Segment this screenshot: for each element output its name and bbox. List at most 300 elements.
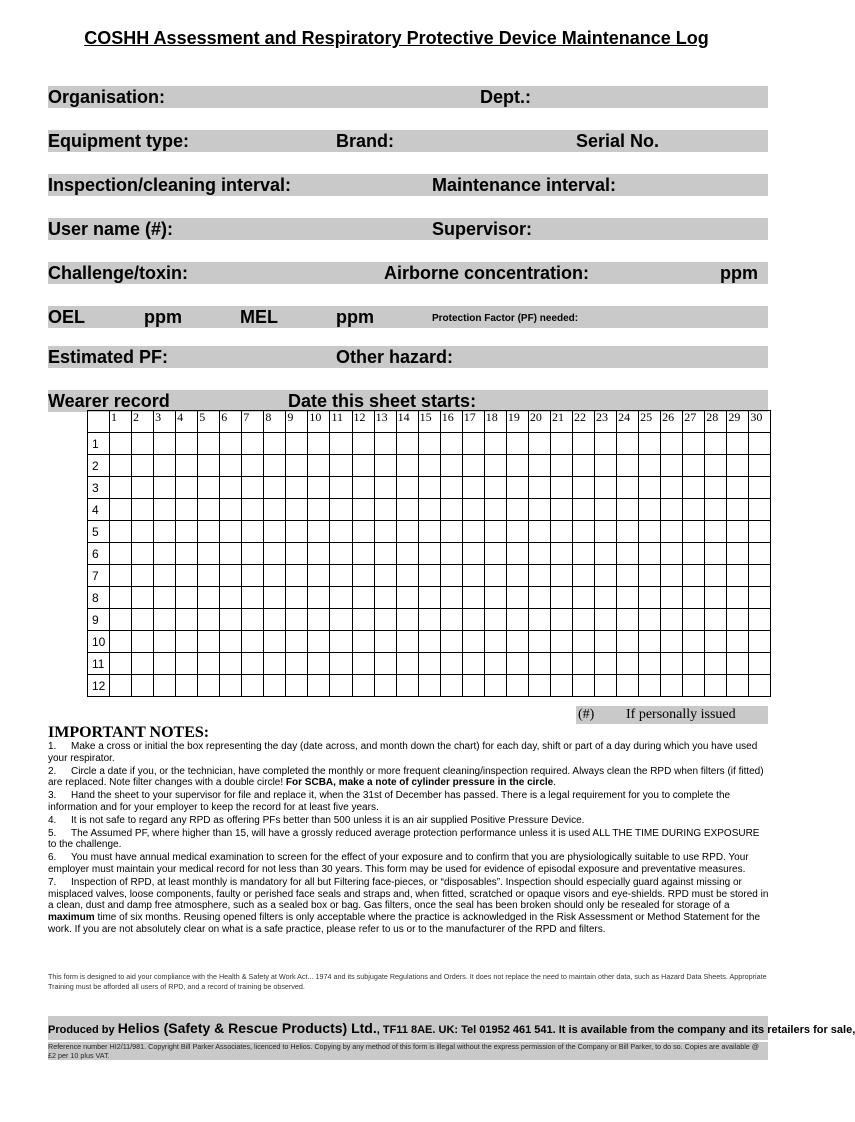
day-cell[interactable] bbox=[749, 653, 771, 675]
day-cell[interactable] bbox=[110, 587, 132, 609]
day-cell[interactable] bbox=[506, 499, 528, 521]
day-cell[interactable] bbox=[617, 521, 639, 543]
day-cell[interactable] bbox=[550, 565, 572, 587]
day-cell[interactable] bbox=[154, 675, 176, 697]
day-cell[interactable] bbox=[727, 631, 749, 653]
day-cell[interactable] bbox=[374, 675, 396, 697]
day-cell[interactable] bbox=[595, 609, 617, 631]
day-cell[interactable] bbox=[330, 565, 352, 587]
day-cell[interactable] bbox=[110, 543, 132, 565]
day-cell[interactable] bbox=[110, 433, 132, 455]
day-cell[interactable] bbox=[617, 631, 639, 653]
day-cell[interactable] bbox=[617, 499, 639, 521]
day-cell[interactable] bbox=[330, 631, 352, 653]
day-cell[interactable] bbox=[198, 543, 220, 565]
day-cell[interactable] bbox=[749, 521, 771, 543]
day-cell[interactable] bbox=[330, 521, 352, 543]
day-cell[interactable] bbox=[352, 565, 374, 587]
day-cell[interactable] bbox=[595, 455, 617, 477]
day-cell[interactable] bbox=[727, 653, 749, 675]
day-cell[interactable] bbox=[220, 499, 242, 521]
day-cell[interactable] bbox=[705, 653, 727, 675]
day-cell[interactable] bbox=[418, 587, 440, 609]
day-cell[interactable] bbox=[506, 587, 528, 609]
day-cell[interactable] bbox=[418, 433, 440, 455]
day-cell[interactable] bbox=[572, 587, 594, 609]
day-cell[interactable] bbox=[528, 477, 550, 499]
day-cell[interactable] bbox=[242, 653, 264, 675]
day-cell[interactable] bbox=[374, 455, 396, 477]
day-cell[interactable] bbox=[374, 587, 396, 609]
day-cell[interactable] bbox=[264, 543, 286, 565]
day-cell[interactable] bbox=[572, 631, 594, 653]
day-cell[interactable] bbox=[110, 653, 132, 675]
day-cell[interactable] bbox=[132, 675, 154, 697]
day-cell[interactable] bbox=[286, 433, 308, 455]
day-cell[interactable] bbox=[727, 565, 749, 587]
day-cell[interactable] bbox=[198, 477, 220, 499]
day-cell[interactable] bbox=[352, 675, 374, 697]
day-cell[interactable] bbox=[705, 433, 727, 455]
day-cell[interactable] bbox=[727, 433, 749, 455]
day-cell[interactable] bbox=[462, 653, 484, 675]
day-cell[interactable] bbox=[330, 433, 352, 455]
day-cell[interactable] bbox=[264, 477, 286, 499]
day-cell[interactable] bbox=[462, 477, 484, 499]
day-cell[interactable] bbox=[154, 455, 176, 477]
day-cell[interactable] bbox=[264, 499, 286, 521]
day-cell[interactable] bbox=[440, 675, 462, 697]
day-cell[interactable] bbox=[462, 455, 484, 477]
day-cell[interactable] bbox=[286, 521, 308, 543]
day-cell[interactable] bbox=[705, 521, 727, 543]
day-cell[interactable] bbox=[683, 543, 705, 565]
day-cell[interactable] bbox=[198, 433, 220, 455]
day-cell[interactable] bbox=[506, 521, 528, 543]
day-cell[interactable] bbox=[484, 653, 506, 675]
day-cell[interactable] bbox=[132, 631, 154, 653]
day-cell[interactable] bbox=[705, 565, 727, 587]
day-cell[interactable] bbox=[595, 565, 617, 587]
day-cell[interactable] bbox=[176, 521, 198, 543]
day-cell[interactable] bbox=[506, 455, 528, 477]
day-cell[interactable] bbox=[683, 521, 705, 543]
day-cell[interactable] bbox=[154, 499, 176, 521]
day-cell[interactable] bbox=[484, 477, 506, 499]
day-cell[interactable] bbox=[264, 587, 286, 609]
day-cell[interactable] bbox=[506, 543, 528, 565]
day-cell[interactable] bbox=[308, 477, 330, 499]
day-cell[interactable] bbox=[198, 499, 220, 521]
day-cell[interactable] bbox=[462, 499, 484, 521]
day-cell[interactable] bbox=[705, 587, 727, 609]
day-cell[interactable] bbox=[727, 609, 749, 631]
day-cell[interactable] bbox=[462, 565, 484, 587]
day-cell[interactable] bbox=[352, 631, 374, 653]
day-cell[interactable] bbox=[110, 455, 132, 477]
day-cell[interactable] bbox=[330, 455, 352, 477]
day-cell[interactable] bbox=[595, 433, 617, 455]
day-cell[interactable] bbox=[198, 455, 220, 477]
day-cell[interactable] bbox=[308, 521, 330, 543]
day-cell[interactable] bbox=[440, 631, 462, 653]
day-cell[interactable] bbox=[242, 543, 264, 565]
day-cell[interactable] bbox=[330, 653, 352, 675]
day-cell[interactable] bbox=[572, 455, 594, 477]
day-cell[interactable] bbox=[705, 631, 727, 653]
day-cell[interactable] bbox=[374, 653, 396, 675]
day-cell[interactable] bbox=[374, 543, 396, 565]
day-cell[interactable] bbox=[374, 609, 396, 631]
day-cell[interactable] bbox=[308, 499, 330, 521]
day-cell[interactable] bbox=[617, 543, 639, 565]
day-cell[interactable] bbox=[683, 499, 705, 521]
day-cell[interactable] bbox=[308, 675, 330, 697]
day-cell[interactable] bbox=[308, 455, 330, 477]
day-cell[interactable] bbox=[374, 477, 396, 499]
day-cell[interactable] bbox=[242, 477, 264, 499]
day-cell[interactable] bbox=[264, 521, 286, 543]
day-cell[interactable] bbox=[550, 521, 572, 543]
day-cell[interactable] bbox=[528, 675, 550, 697]
day-cell[interactable] bbox=[396, 653, 418, 675]
day-cell[interactable] bbox=[132, 433, 154, 455]
day-cell[interactable] bbox=[352, 433, 374, 455]
day-cell[interactable] bbox=[352, 455, 374, 477]
day-cell[interactable] bbox=[727, 499, 749, 521]
day-cell[interactable] bbox=[550, 499, 572, 521]
day-cell[interactable] bbox=[462, 521, 484, 543]
day-cell[interactable] bbox=[749, 675, 771, 697]
day-cell[interactable] bbox=[286, 587, 308, 609]
day-cell[interactable] bbox=[132, 477, 154, 499]
day-cell[interactable] bbox=[132, 565, 154, 587]
day-cell[interactable] bbox=[595, 675, 617, 697]
day-cell[interactable] bbox=[220, 609, 242, 631]
day-cell[interactable] bbox=[154, 653, 176, 675]
day-cell[interactable] bbox=[374, 565, 396, 587]
day-cell[interactable] bbox=[176, 565, 198, 587]
day-cell[interactable] bbox=[661, 521, 683, 543]
day-cell[interactable] bbox=[440, 565, 462, 587]
day-cell[interactable] bbox=[440, 609, 462, 631]
day-cell[interactable] bbox=[198, 609, 220, 631]
day-cell[interactable] bbox=[639, 521, 661, 543]
day-cell[interactable] bbox=[110, 609, 132, 631]
day-cell[interactable] bbox=[110, 477, 132, 499]
day-cell[interactable] bbox=[484, 455, 506, 477]
day-cell[interactable] bbox=[462, 433, 484, 455]
day-cell[interactable] bbox=[198, 521, 220, 543]
day-cell[interactable] bbox=[220, 455, 242, 477]
day-cell[interactable] bbox=[595, 521, 617, 543]
day-cell[interactable] bbox=[264, 653, 286, 675]
day-cell[interactable] bbox=[462, 631, 484, 653]
day-cell[interactable] bbox=[440, 499, 462, 521]
day-cell[interactable] bbox=[705, 675, 727, 697]
day-cell[interactable] bbox=[220, 543, 242, 565]
day-cell[interactable] bbox=[330, 675, 352, 697]
day-cell[interactable] bbox=[110, 631, 132, 653]
day-cell[interactable] bbox=[352, 653, 374, 675]
day-cell[interactable] bbox=[264, 675, 286, 697]
day-cell[interactable] bbox=[484, 631, 506, 653]
day-cell[interactable] bbox=[639, 565, 661, 587]
day-cell[interactable] bbox=[528, 587, 550, 609]
day-cell[interactable] bbox=[683, 565, 705, 587]
day-cell[interactable] bbox=[154, 587, 176, 609]
day-cell[interactable] bbox=[595, 653, 617, 675]
day-cell[interactable] bbox=[154, 477, 176, 499]
day-cell[interactable] bbox=[308, 543, 330, 565]
day-cell[interactable] bbox=[506, 477, 528, 499]
day-cell[interactable] bbox=[705, 499, 727, 521]
day-cell[interactable] bbox=[352, 587, 374, 609]
day-cell[interactable] bbox=[154, 543, 176, 565]
day-cell[interactable] bbox=[705, 455, 727, 477]
day-cell[interactable] bbox=[352, 521, 374, 543]
day-cell[interactable] bbox=[749, 455, 771, 477]
day-cell[interactable] bbox=[220, 477, 242, 499]
day-cell[interactable] bbox=[661, 565, 683, 587]
day-cell[interactable] bbox=[550, 477, 572, 499]
day-cell[interactable] bbox=[396, 521, 418, 543]
day-cell[interactable] bbox=[661, 499, 683, 521]
day-cell[interactable] bbox=[198, 675, 220, 697]
day-cell[interactable] bbox=[484, 565, 506, 587]
day-cell[interactable] bbox=[617, 565, 639, 587]
day-cell[interactable] bbox=[176, 631, 198, 653]
day-cell[interactable] bbox=[528, 521, 550, 543]
day-cell[interactable] bbox=[374, 433, 396, 455]
day-cell[interactable] bbox=[418, 455, 440, 477]
day-cell[interactable] bbox=[308, 587, 330, 609]
day-cell[interactable] bbox=[110, 521, 132, 543]
day-cell[interactable] bbox=[330, 499, 352, 521]
day-cell[interactable] bbox=[705, 543, 727, 565]
day-cell[interactable] bbox=[132, 609, 154, 631]
day-cell[interactable] bbox=[617, 455, 639, 477]
day-cell[interactable] bbox=[528, 609, 550, 631]
day-cell[interactable] bbox=[683, 609, 705, 631]
day-cell[interactable] bbox=[727, 543, 749, 565]
day-cell[interactable] bbox=[639, 433, 661, 455]
day-cell[interactable] bbox=[286, 609, 308, 631]
day-cell[interactable] bbox=[396, 433, 418, 455]
day-cell[interactable] bbox=[749, 609, 771, 631]
day-cell[interactable] bbox=[308, 609, 330, 631]
day-cell[interactable] bbox=[264, 565, 286, 587]
day-cell[interactable] bbox=[396, 565, 418, 587]
day-cell[interactable] bbox=[440, 543, 462, 565]
day-cell[interactable] bbox=[595, 631, 617, 653]
day-cell[interactable] bbox=[220, 675, 242, 697]
day-cell[interactable] bbox=[176, 455, 198, 477]
day-cell[interactable] bbox=[396, 499, 418, 521]
day-cell[interactable] bbox=[176, 543, 198, 565]
day-cell[interactable] bbox=[528, 499, 550, 521]
day-cell[interactable] bbox=[528, 543, 550, 565]
day-cell[interactable] bbox=[727, 587, 749, 609]
day-cell[interactable] bbox=[308, 653, 330, 675]
day-cell[interactable] bbox=[308, 433, 330, 455]
day-cell[interactable] bbox=[286, 653, 308, 675]
day-cell[interactable] bbox=[242, 565, 264, 587]
day-cell[interactable] bbox=[550, 543, 572, 565]
day-cell[interactable] bbox=[661, 675, 683, 697]
day-cell[interactable] bbox=[286, 543, 308, 565]
day-cell[interactable] bbox=[617, 477, 639, 499]
day-cell[interactable] bbox=[264, 609, 286, 631]
day-cell[interactable] bbox=[683, 477, 705, 499]
day-cell[interactable] bbox=[330, 477, 352, 499]
day-cell[interactable] bbox=[484, 521, 506, 543]
day-cell[interactable] bbox=[661, 455, 683, 477]
day-cell[interactable] bbox=[617, 433, 639, 455]
day-cell[interactable] bbox=[242, 609, 264, 631]
day-cell[interactable] bbox=[705, 609, 727, 631]
day-cell[interactable] bbox=[749, 499, 771, 521]
day-cell[interactable] bbox=[352, 609, 374, 631]
day-cell[interactable] bbox=[727, 455, 749, 477]
day-cell[interactable] bbox=[132, 543, 154, 565]
day-cell[interactable] bbox=[286, 565, 308, 587]
day-cell[interactable] bbox=[352, 477, 374, 499]
day-cell[interactable] bbox=[198, 587, 220, 609]
day-cell[interactable] bbox=[176, 477, 198, 499]
day-cell[interactable] bbox=[639, 631, 661, 653]
day-cell[interactable] bbox=[220, 587, 242, 609]
day-cell[interactable] bbox=[572, 675, 594, 697]
day-cell[interactable] bbox=[550, 675, 572, 697]
day-cell[interactable] bbox=[462, 675, 484, 697]
day-cell[interactable] bbox=[440, 433, 462, 455]
day-cell[interactable] bbox=[110, 675, 132, 697]
day-cell[interactable] bbox=[683, 631, 705, 653]
day-cell[interactable] bbox=[220, 631, 242, 653]
day-cell[interactable] bbox=[484, 499, 506, 521]
day-cell[interactable] bbox=[595, 543, 617, 565]
day-cell[interactable] bbox=[572, 477, 594, 499]
day-cell[interactable] bbox=[661, 433, 683, 455]
day-cell[interactable] bbox=[528, 653, 550, 675]
day-cell[interactable] bbox=[683, 675, 705, 697]
day-cell[interactable] bbox=[572, 499, 594, 521]
day-cell[interactable] bbox=[132, 455, 154, 477]
day-cell[interactable] bbox=[242, 521, 264, 543]
day-cell[interactable] bbox=[595, 499, 617, 521]
day-cell[interactable] bbox=[639, 455, 661, 477]
day-cell[interactable] bbox=[683, 455, 705, 477]
day-cell[interactable] bbox=[639, 477, 661, 499]
day-cell[interactable] bbox=[198, 653, 220, 675]
day-cell[interactable] bbox=[484, 433, 506, 455]
day-cell[interactable] bbox=[242, 675, 264, 697]
day-cell[interactable] bbox=[396, 543, 418, 565]
day-cell[interactable] bbox=[418, 543, 440, 565]
day-cell[interactable] bbox=[749, 433, 771, 455]
day-cell[interactable] bbox=[484, 543, 506, 565]
day-cell[interactable] bbox=[550, 653, 572, 675]
day-cell[interactable] bbox=[617, 653, 639, 675]
day-cell[interactable] bbox=[506, 565, 528, 587]
day-cell[interactable] bbox=[440, 587, 462, 609]
day-cell[interactable] bbox=[176, 587, 198, 609]
day-cell[interactable] bbox=[418, 675, 440, 697]
day-cell[interactable] bbox=[484, 587, 506, 609]
day-cell[interactable] bbox=[264, 455, 286, 477]
day-cell[interactable] bbox=[550, 587, 572, 609]
day-cell[interactable] bbox=[308, 565, 330, 587]
day-cell[interactable] bbox=[176, 609, 198, 631]
day-cell[interactable] bbox=[242, 587, 264, 609]
day-cell[interactable] bbox=[242, 631, 264, 653]
day-cell[interactable] bbox=[639, 609, 661, 631]
day-cell[interactable] bbox=[528, 433, 550, 455]
day-cell[interactable] bbox=[528, 631, 550, 653]
day-cell[interactable] bbox=[550, 631, 572, 653]
day-cell[interactable] bbox=[220, 521, 242, 543]
day-cell[interactable] bbox=[396, 609, 418, 631]
day-cell[interactable] bbox=[528, 565, 550, 587]
day-cell[interactable] bbox=[308, 631, 330, 653]
day-cell[interactable] bbox=[418, 609, 440, 631]
day-cell[interactable] bbox=[572, 543, 594, 565]
day-cell[interactable] bbox=[220, 565, 242, 587]
day-cell[interactable] bbox=[198, 631, 220, 653]
day-cell[interactable] bbox=[242, 499, 264, 521]
day-cell[interactable] bbox=[749, 543, 771, 565]
day-cell[interactable] bbox=[661, 477, 683, 499]
day-cell[interactable] bbox=[242, 455, 264, 477]
day-cell[interactable] bbox=[727, 521, 749, 543]
day-cell[interactable] bbox=[617, 587, 639, 609]
day-cell[interactable] bbox=[440, 521, 462, 543]
day-cell[interactable] bbox=[110, 565, 132, 587]
day-cell[interactable] bbox=[132, 499, 154, 521]
day-cell[interactable] bbox=[572, 521, 594, 543]
day-cell[interactable] bbox=[506, 675, 528, 697]
day-cell[interactable] bbox=[550, 609, 572, 631]
day-cell[interactable] bbox=[683, 587, 705, 609]
day-cell[interactable] bbox=[462, 609, 484, 631]
day-cell[interactable] bbox=[154, 631, 176, 653]
day-cell[interactable] bbox=[661, 609, 683, 631]
day-cell[interactable] bbox=[198, 565, 220, 587]
day-cell[interactable] bbox=[154, 609, 176, 631]
day-cell[interactable] bbox=[330, 609, 352, 631]
day-cell[interactable] bbox=[484, 675, 506, 697]
day-cell[interactable] bbox=[749, 631, 771, 653]
day-cell[interactable] bbox=[440, 653, 462, 675]
day-cell[interactable] bbox=[528, 455, 550, 477]
day-cell[interactable] bbox=[242, 433, 264, 455]
day-cell[interactable] bbox=[506, 609, 528, 631]
day-cell[interactable] bbox=[639, 653, 661, 675]
day-cell[interactable] bbox=[132, 653, 154, 675]
day-cell[interactable] bbox=[639, 499, 661, 521]
day-cell[interactable] bbox=[286, 499, 308, 521]
day-cell[interactable] bbox=[286, 631, 308, 653]
day-cell[interactable] bbox=[683, 433, 705, 455]
day-cell[interactable] bbox=[661, 631, 683, 653]
day-cell[interactable] bbox=[440, 477, 462, 499]
day-cell[interactable] bbox=[705, 477, 727, 499]
day-cell[interactable] bbox=[396, 587, 418, 609]
day-cell[interactable] bbox=[749, 565, 771, 587]
day-cell[interactable] bbox=[418, 565, 440, 587]
day-cell[interactable] bbox=[418, 653, 440, 675]
